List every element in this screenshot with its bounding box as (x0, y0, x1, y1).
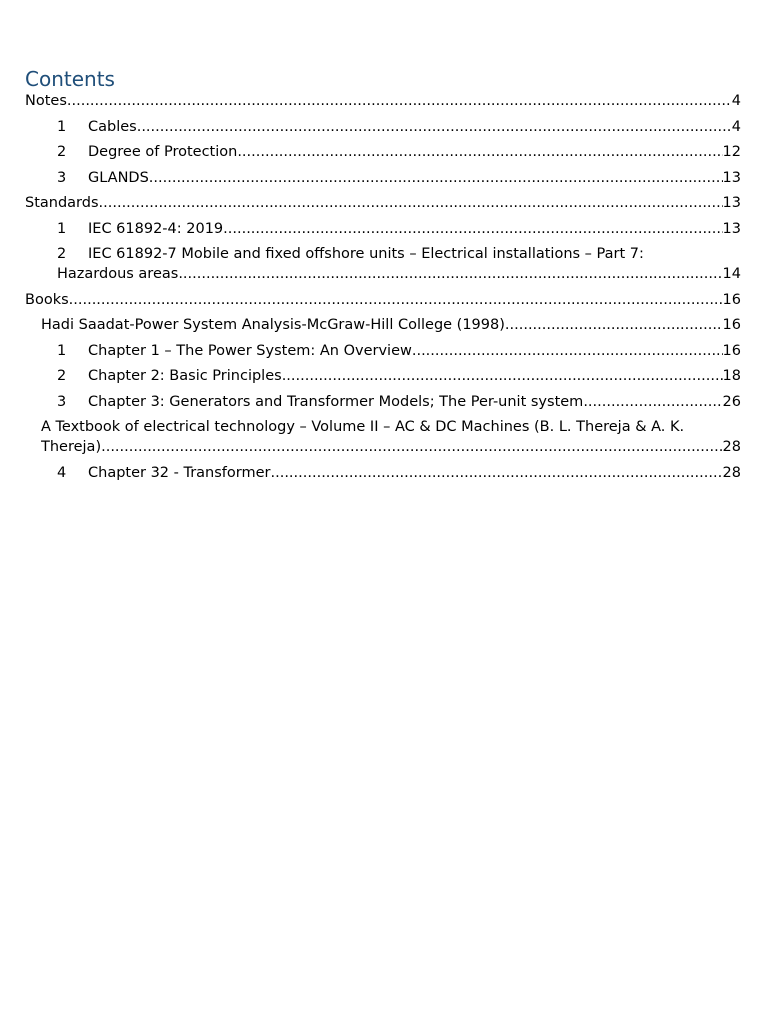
toc-entry-cables[interactable] (25, 117, 741, 137)
toc-entry-number: 2 (57, 144, 67, 160)
dot-leader (505, 315, 723, 335)
toc-entry-title: Chapter 1 – The Power System: An Overview (88, 342, 412, 359)
toc-entry-iec-61892-4[interactable] (25, 219, 741, 239)
toc-entry-page: 13 (722, 220, 741, 237)
toc-entry-number: 3 (57, 169, 67, 186)
toc-entry-chapter-1[interactable] (25, 341, 741, 361)
toc-entry-number: 1 (57, 118, 67, 135)
toc-entry-page: 28 (722, 464, 741, 481)
toc-entry-page: 4 (731, 118, 741, 135)
toc-entry-page: 13 (722, 195, 741, 211)
toc-entry-glands[interactable] (25, 168, 741, 188)
toc-heading: Contents (25, 67, 115, 91)
toc-entry-title: IEC 61892-4: 2019 (88, 220, 224, 237)
toc-entry-notes[interactable] (25, 91, 741, 111)
toc-entry-title: Chapter 2: Basic Principles (88, 368, 282, 384)
toc-entry-title: Degree of Protection (88, 144, 238, 160)
toc-entry-title: Hadi Saadat-Power System Analysis-McGraw-Hill College (1998) (41, 317, 505, 333)
dot-leader (101, 437, 722, 457)
toc-entry-title: Standards (25, 195, 99, 211)
dot-leader (412, 341, 723, 361)
toc-entry-title-line1: A Textbook of electrical technology – Volume II – AC & DC Machines (B. L. Thereja & A. K. (41, 419, 685, 435)
toc-entry-chapter-2[interactable] (25, 366, 741, 386)
toc-entry-standards[interactable] (25, 193, 741, 213)
toc-entry-page: 14 (722, 266, 741, 282)
dot-leader (67, 91, 732, 111)
toc-entry-number: 2 (57, 368, 67, 384)
toc-entry-chapter-3[interactable] (25, 392, 741, 412)
dot-leader (149, 168, 723, 188)
toc-entry-title: Notes (25, 93, 67, 109)
toc-entry-title: Chapter 3: Generators and Transformer Models; The Per-unit system (88, 393, 584, 410)
dot-leader (282, 366, 723, 386)
toc-entry-page: 18 (722, 368, 741, 384)
dot-leader (178, 264, 722, 284)
toc-entry-hadi-saadat[interactable] (25, 315, 741, 335)
dot-leader (223, 219, 722, 239)
dot-leader (69, 290, 723, 310)
toc-entry-title-line1: IEC 61892-7 Mobile and fixed offshore units – Electrical installations – Part 7: (88, 246, 644, 262)
toc-entry-number: 4 (57, 464, 67, 481)
toc-entry-page: 26 (722, 393, 741, 410)
toc-entry-title: Chapter 32 - Transformer (88, 464, 271, 481)
toc-entry-page: 4 (731, 93, 741, 109)
dot-leader (99, 193, 723, 213)
toc-entry-chapter-32[interactable] (25, 463, 741, 483)
toc-entry-title: Cables (88, 118, 137, 135)
toc-entry-title: GLANDS (88, 169, 149, 186)
toc-entry-title-line2: Hazardous areas (57, 266, 179, 282)
toc-entry-iec-61892-7[interactable] (25, 244, 741, 284)
table-of-contents (25, 91, 741, 483)
toc-entry-number: 1 (57, 342, 67, 359)
toc-entry-number: 1 (57, 220, 67, 237)
toc-entry-page: 13 (722, 169, 741, 186)
toc-entry-page: 16 (722, 342, 741, 359)
toc-entry-title-line2: Thereja) (41, 439, 102, 455)
toc-entry-title: Books (25, 291, 69, 308)
dot-leader (271, 463, 723, 483)
toc-entry-number: 3 (57, 393, 67, 410)
toc-entry-page: 12 (722, 144, 741, 160)
toc-entry-books[interactable] (25, 290, 741, 310)
dot-leader (237, 142, 722, 162)
toc-entry-page: 28 (722, 439, 741, 455)
toc-entry-number: 2 (57, 246, 67, 262)
toc-entry-page: 16 (722, 317, 741, 333)
dot-leader (137, 117, 732, 137)
dot-leader (583, 392, 722, 412)
toc-entry-degree-of-protection[interactable] (25, 142, 741, 162)
toc-entry-textbook-thereja[interactable] (25, 417, 741, 457)
toc-entry-page: 16 (722, 291, 741, 308)
